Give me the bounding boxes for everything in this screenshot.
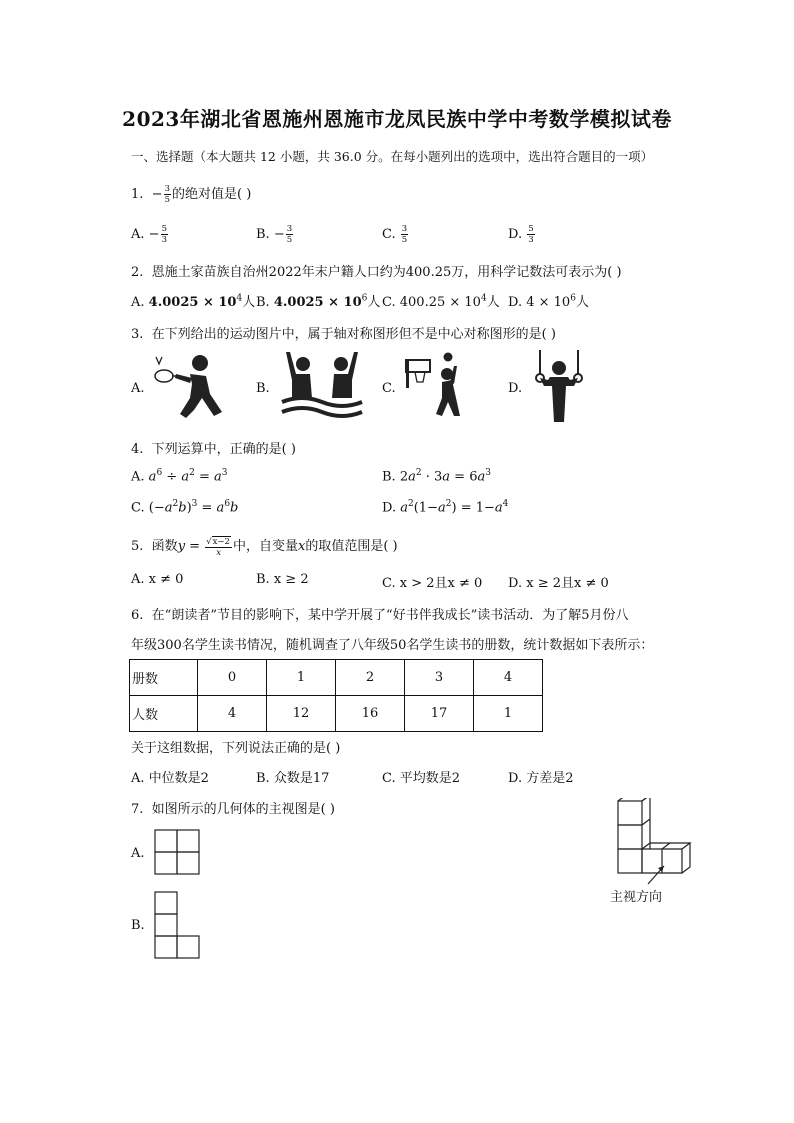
table-row: 册数 0 1 2 3 4 bbox=[130, 660, 543, 696]
q4-option-c[interactable]: C. $(-a^2b)^3 = a^6b$ bbox=[131, 499, 239, 516]
q3-option-b[interactable]: B. bbox=[256, 381, 270, 396]
q5-option-b[interactable]: B. x ≥ 2 bbox=[256, 572, 309, 587]
q3-option-d[interactable]: D. bbox=[508, 381, 523, 396]
badminton-player-image[interactable] bbox=[150, 352, 232, 420]
q4-option-b[interactable]: B. $2a^2 \cdot 3a = 6a^3$ bbox=[382, 468, 491, 485]
q7-option-a-figure[interactable] bbox=[154, 829, 202, 875]
q1-option-d[interactable]: D. $\frac{5}{3}$ bbox=[508, 224, 534, 245]
q3-option-c[interactable]: C. bbox=[382, 381, 396, 396]
q5-option-a[interactable]: A. x ≠ 0 bbox=[131, 572, 184, 587]
q2-option-a[interactable]: A. $4.0025 \times 10^4$人 bbox=[131, 293, 256, 310]
question-2: 2. 恩施土家苗族自治州2022年末户籍人口约为400.25万，用科学记数法可表示为( ) bbox=[131, 265, 622, 280]
q6-option-b[interactable]: B. 众数是17 bbox=[256, 771, 330, 786]
q1-option-a[interactable]: A. − $\frac{5}{3}$ bbox=[131, 224, 167, 245]
swimmers-image[interactable] bbox=[278, 350, 366, 422]
q1-option-b[interactable]: B. − $\frac{3}{5}$ bbox=[256, 224, 293, 245]
view-direction-caption: 主视方向 bbox=[610, 890, 663, 905]
question-1: 1. − $\frac{3}{5}$ 的绝对值是( ) bbox=[131, 184, 252, 205]
q7-option-a[interactable]: A. bbox=[131, 846, 145, 861]
question-6-line2: 年级300名学生读书情况，随机调查了八年级50名学生读书的册数，统计数据如下表所示： bbox=[131, 638, 654, 653]
section-heading: 一、选择题（本大题共 12 小题，共 36.0 分。在每小题列出的选项中，选出符合题目的一项） bbox=[131, 149, 654, 164]
q1-option-c[interactable]: C. $\frac{3}{5}$ bbox=[382, 224, 408, 245]
table-row: 人数 4 12 16 17 1 bbox=[130, 696, 543, 732]
q3-option-a[interactable]: A. bbox=[131, 381, 145, 396]
geometric-solid-figure bbox=[612, 798, 696, 888]
q5-option-d[interactable]: D. x ≥ 2且x ≠ 0 bbox=[508, 576, 609, 591]
gymnast-rings-image[interactable] bbox=[530, 350, 590, 422]
question-4: 4. 下列运算中，正确的是( ) bbox=[131, 442, 296, 457]
question-3: 3. 在下列给出的运动图片中，属于轴对称图形但不是中心对称图形的是( ) bbox=[131, 327, 556, 342]
question-6: 6. 在“朗读者”节目的影响下，某中学开展了“好书伴我成长”读书活动．为了解5月份八 bbox=[131, 608, 629, 623]
question-5: 5. 函数y = $\frac{√x-2}{x}$ 中，自变量x的取值范围是( ) bbox=[131, 536, 398, 558]
q2-option-b[interactable]: B. $4.0025 \times 10^6$人 bbox=[256, 293, 381, 310]
page-title: 2023年湖北省恩施州恩施市龙凤民族中学中考数学模拟试卷 bbox=[122, 107, 672, 131]
basketball-player-image[interactable] bbox=[404, 352, 470, 420]
data-table bbox=[129, 659, 543, 732]
question-6-prompt: 关于这组数据，下列说法正确的是( ) bbox=[131, 741, 341, 756]
q6-option-d[interactable]: D. 方差是2 bbox=[508, 771, 574, 786]
q7-option-b[interactable]: B. bbox=[131, 918, 145, 933]
q4-option-d[interactable]: D. $a^2(1-a^2) = 1-a^4$ bbox=[382, 499, 509, 516]
q2-option-d[interactable]: D. $4 \times 10^6$人 bbox=[508, 293, 589, 310]
q4-option-a[interactable]: A. $a^6 \div a^2 = a^3$ bbox=[131, 468, 228, 485]
q6-option-c[interactable]: C. 平均数是2 bbox=[382, 771, 461, 786]
q7-option-b-figure[interactable] bbox=[154, 891, 202, 959]
q5-option-c[interactable]: C. x > 2且x ≠ 0 bbox=[382, 576, 483, 591]
q2-option-c[interactable]: C. $400.25 \times 10^4$人 bbox=[382, 293, 500, 310]
question-7: 7. 如图所示的几何体的主视图是( ) bbox=[131, 802, 335, 817]
q6-option-a[interactable]: A. 中位数是2 bbox=[131, 771, 209, 786]
